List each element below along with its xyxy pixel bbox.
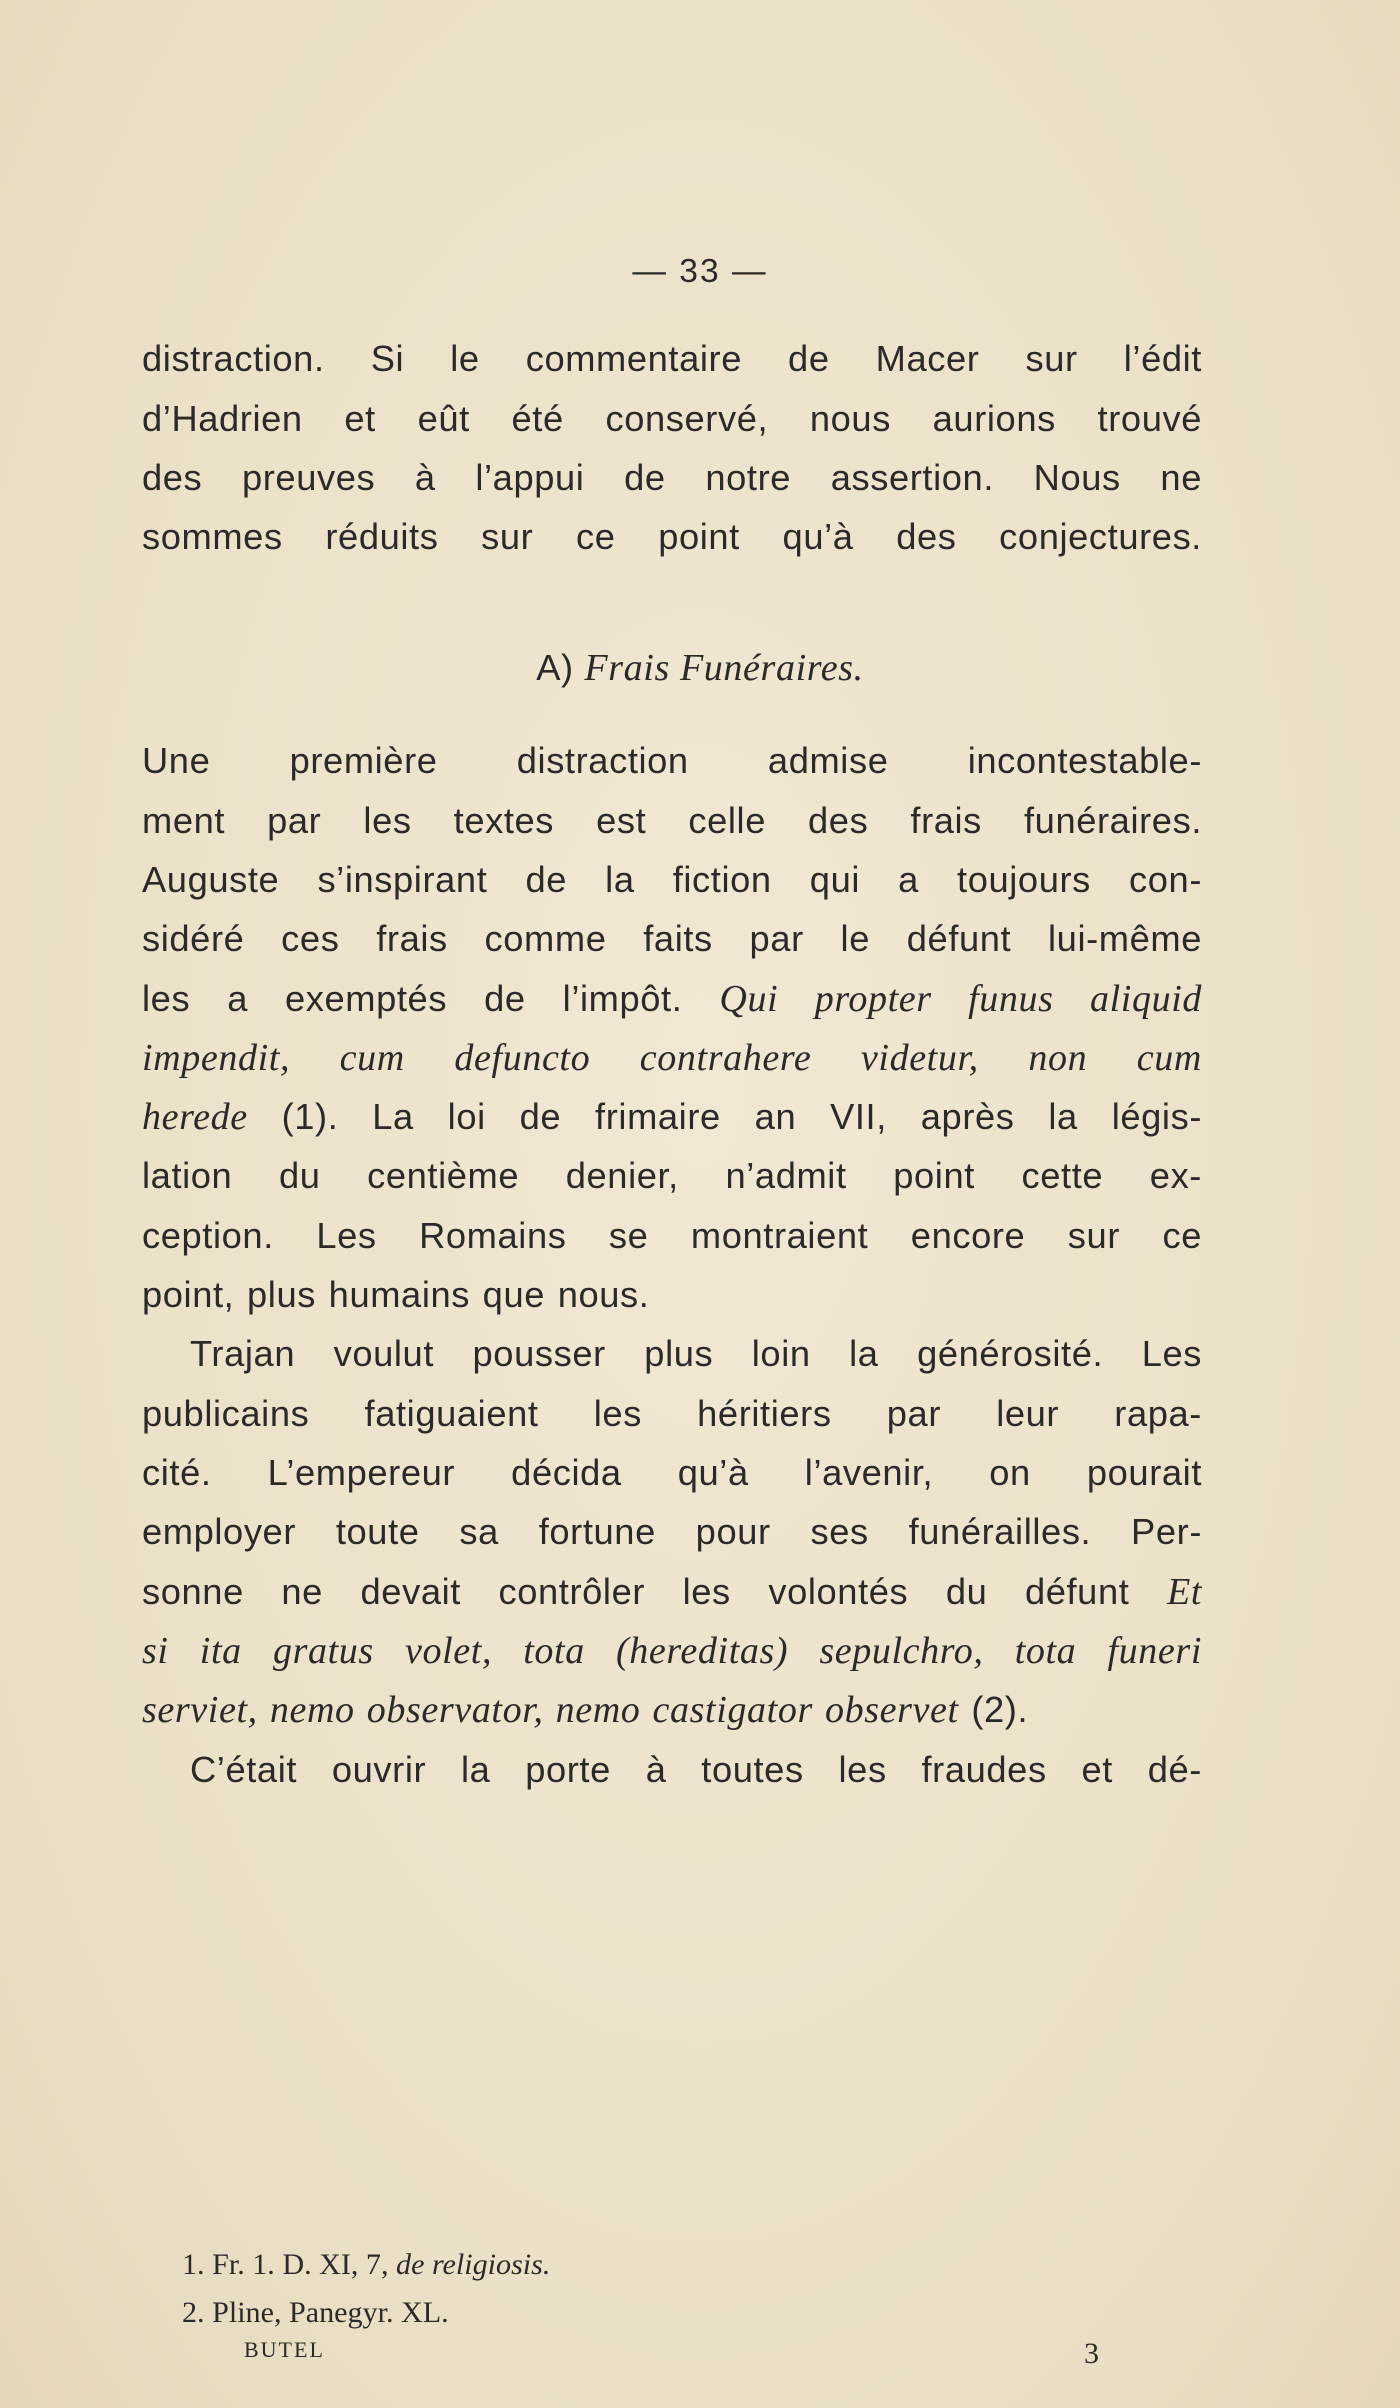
text-line: sommes réduits sur ce point qu’à des conjectures. <box>142 516 1202 558</box>
footnote-text: 1. Fr. 1. D. XI, 7, <box>182 2246 389 2281</box>
text-line: cité. L’empereur décida qu’à l’avenir, on pourait <box>142 1452 1202 1494</box>
text-line: Une première distraction admise incontestable- <box>142 740 1202 782</box>
paragraph-frais-funeraires <box>142 731 1202 1324</box>
latin-quote: impendit, cum defuncto contrahere videtur, non cum <box>142 1036 1202 1079</box>
text-run: les a exemptés de l’impôt. <box>142 977 683 1019</box>
text-line <box>142 969 1202 1028</box>
text-line: lation du centième denier, n’admit point cette ex- <box>142 1155 1202 1197</box>
text-run: (1). La loi de frimaire an VII, après la légis- <box>281 1096 1202 1138</box>
section-heading <box>0 646 1400 690</box>
text-line: Trajan voulut pousser plus loin la générosité. Les <box>190 1333 1202 1375</box>
text-line: point, plus humains que nous. <box>142 1274 650 1316</box>
section-heading-title: Frais Funéraires. <box>584 647 864 690</box>
latin-quote: serviet, nemo observator, nemo castigator observet <box>142 1689 959 1732</box>
paragraph-trajan <box>142 1324 1202 1799</box>
text-line: C’était ouvrir la porte à toutes les fraudes et dé- <box>190 1748 1202 1790</box>
text-line: sidéré ces frais comme faits par le défunt lui-même <box>142 918 1202 960</box>
text-line: publicains fatiguaient les héritiers par leur rapa- <box>142 1392 1202 1434</box>
text-line: Auguste s’inspirant de la fiction qui a toujours con- <box>142 858 1202 900</box>
page-number: — 33 — <box>632 253 768 291</box>
footnote-italic: de religiosis. <box>396 2246 551 2281</box>
text-line <box>142 1562 1202 1621</box>
text-line <box>142 1621 1202 1680</box>
intro-paragraph <box>142 329 1202 566</box>
printer-signature: BUTEL <box>244 2337 325 2363</box>
text-line: distraction. Si le commentaire de Macer sur l’édit <box>142 338 1202 380</box>
text-line: employer toute sa fortune pour ses funérailles. Per- <box>142 1511 1202 1553</box>
text-line <box>142 1087 1202 1146</box>
text-line: ment par les textes est celle des frais funéraires. <box>142 799 1202 841</box>
footnote-1 <box>182 2247 550 2282</box>
text-line <box>142 1028 1202 1087</box>
text-line: des preuves à l’appui de notre assertion. Nous ne <box>142 456 1202 498</box>
text-line: d’Hadrien et eût été conservé, nous aurions trouvé <box>142 397 1202 439</box>
text-line <box>142 1680 1202 1739</box>
text-run: sonne ne devait contrôler les volontés du défunt <box>142 1570 1130 1612</box>
sheet-number: 3 <box>1084 2337 1099 2371</box>
text-run: (2). <box>971 1689 1029 1731</box>
latin-quote: Qui propter funus aliquid <box>719 977 1202 1020</box>
latin-quote: si ita gratus volet, tota (hereditas) sepulchro, tota funeri <box>142 1629 1202 1672</box>
footnote-2: 2. Pline, Panegyr. XL. <box>182 2294 449 2329</box>
latin-quote: Et <box>1166 1570 1202 1613</box>
text-line: ception. Les Romains se montraient encore sur ce <box>142 1214 1202 1256</box>
latin-quote: herede <box>142 1096 248 1139</box>
section-heading-label: A) <box>536 647 574 689</box>
